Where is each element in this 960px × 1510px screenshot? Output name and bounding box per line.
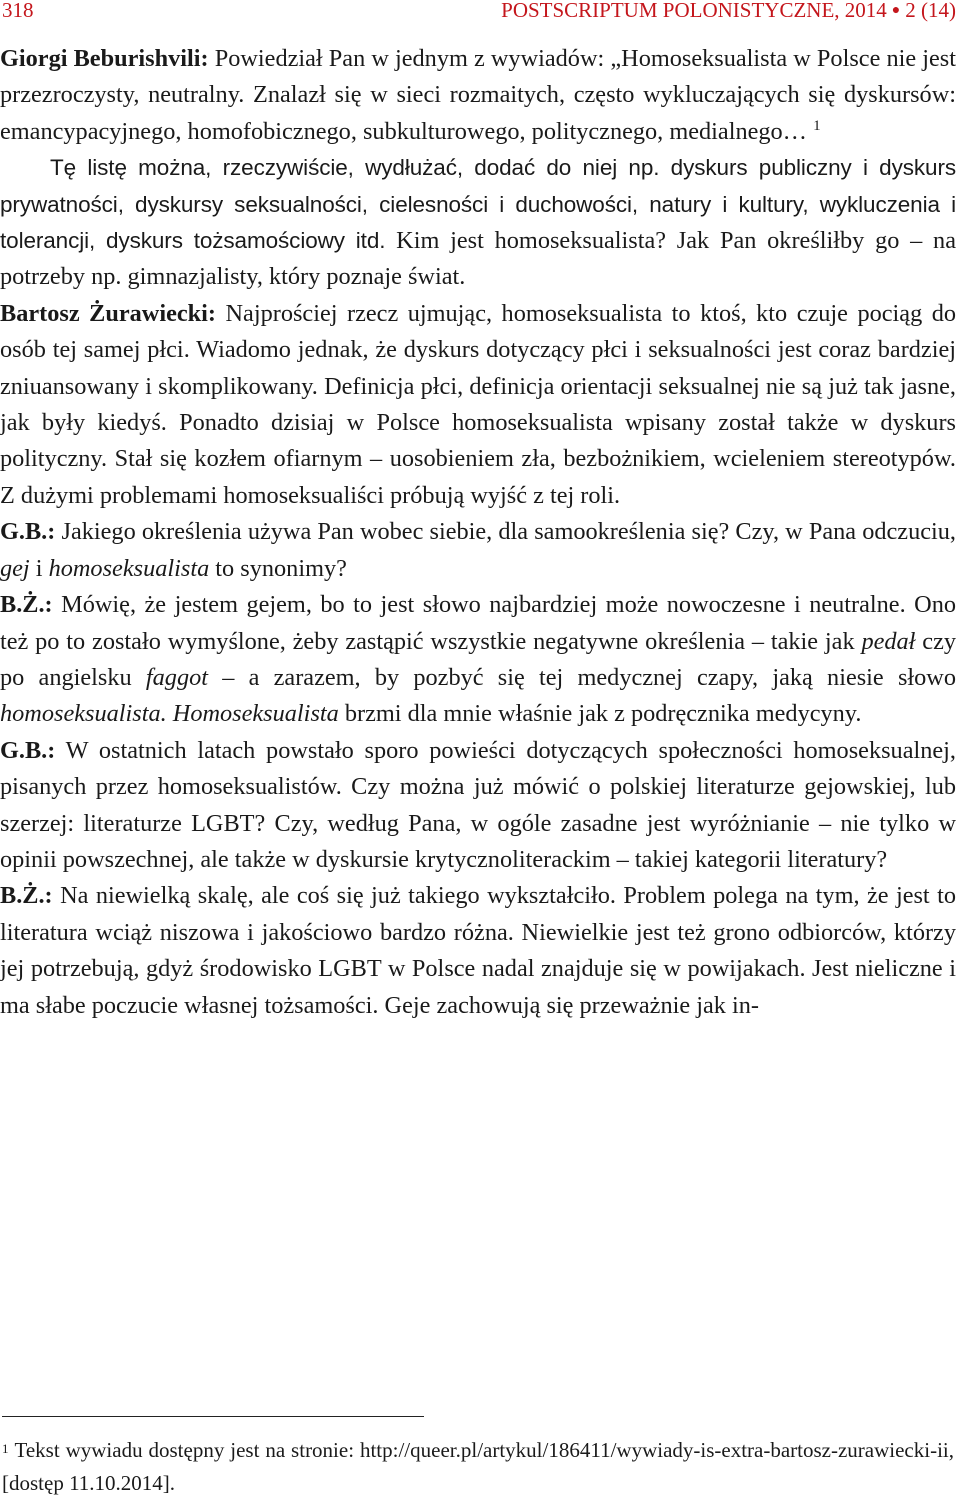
question-text: Kim jest homoseksualista? Jak Pan określiłby go – na potrzeby np. gimnazjalisty, który poznaje świat. [0, 227, 956, 291]
question-2 [0, 514, 956, 587]
italic-term: homoseksualista [48, 554, 210, 582]
footnote-text: Tekst wywiadu dostępny jest na stronie: http://queer.pl/artykul/186411/wywiady-is-extra-bartosz-zurawiecki-ii, [dostęp 11.10.2014]. [2, 1438, 954, 1495]
answer-text: czy po angielsku [0, 627, 956, 691]
footnote [2, 1434, 954, 1500]
speaker-name: Bartosz Żurawiecki: [0, 299, 216, 327]
speaker-initials: G.B.: [0, 736, 56, 764]
issue-number: 2 (14) [905, 0, 956, 22]
answer-2 [0, 587, 956, 733]
answer-text: Najprościej rzecz ujmując, homoseksualista to ktoś, kto czuje pociąg do osób tej samej płci. Wiadomo jednak, że dyskurs dotyczący płci i seksualności jest coraz bardziej zniuansowany i skomplikowany. Definicja płci, definicja orientacji seksualnej nie są już tak jasne, jak były kiedyś. Ponadto dzisiaj w Polsce homoseksualista wpisany został także w dyskurs polityczny. Stał się kozłem ofiarnym – uosobieniem zła, bezbożnikiem, wcieleniem stereotypów. Z dużymi problemami homoseksualiści próbują wyjść z tej roli. [0, 299, 957, 509]
quoted-passage: Tę listę można, rzeczywiście, wydłużać, dodać do niej np. dyskurs publiczny i dyskurs prywatności, dyskursy seksualności, cielesności i duchowości, natury i kultury, wykluczenia i tolerancji, dyskurs tożsamościowy itd. [0, 155, 956, 254]
interview-body [0, 41, 956, 1024]
footnote-divider [2, 1416, 424, 1417]
footnote-ref: 1 [813, 117, 821, 134]
question-3 [0, 733, 956, 879]
answer-text: Na niewielką skalę, ale coś się już takiego wykształciło. Problem polega na tym, że jest to literatura wciąż niszowa i jakościowo bardzo różna. Niewielkie jest też grono odbiorców, którzy jej potrzebują, gdyż środowisko LGBT w Polsce nadal znajduje się w powijakach. Jest nieliczne i ma słabe poczucie własnej tożsamości. Geje zachowują się przeważnie jak in- [0, 882, 956, 1019]
question-text: W ostatnich latach powstało sporo powieści dotyczących społeczności homoseksualnej, pisanych przez homoseksualistów. Czy można już mówić o polskiej literaturze gejowskiej, lub szerzej: literaturze LGBT? Czy, według Pana, w ogóle zasadne jest wyróżnianie – nie tylko w opinii powszechnej, ale także w dyskursie krytycznoliterackim – takiej kategorii literatury? [0, 736, 956, 873]
journal-name: POSTSCRIPTUM POLONISTYCZNE, 2014 [501, 0, 887, 22]
journal-title [501, 0, 956, 23]
question-1-continued [0, 150, 956, 296]
speaker-initials: B.Ż.: [0, 882, 53, 910]
italic-term: pedał [861, 627, 916, 655]
question-text: i [29, 554, 49, 582]
question-1 [0, 41, 956, 150]
bullet-separator-icon: ● [891, 3, 901, 18]
answer-text: brzmi dla mnie właśnie jak z podręcznika medycyny. [338, 700, 862, 728]
italic-term: faggot [145, 663, 208, 691]
footnote-1 [2, 1434, 954, 1500]
italic-term: gej [0, 554, 30, 582]
question-text: to synonimy? [209, 554, 347, 582]
answer-3 [0, 878, 956, 1024]
running-header [0, 0, 960, 30]
speaker-initials: B.Ż.: [0, 591, 53, 619]
answer-text: – a zarazem, by pozbyć się tej medycznej czapy, jaką niesie słowo [208, 663, 956, 691]
answer-1 [0, 296, 956, 514]
speaker-name: Giorgi Beburishvili: [0, 45, 209, 72]
italic-term: homoseksualista. Homoseksualista [0, 700, 339, 728]
speaker-initials: G.B.: [0, 518, 56, 546]
answer-text: Mówię, że jestem gejem, bo to jest słowo najbardziej może nowoczesne i neutralne. Ono też po to zostało wymyślone, żeby zastąpić wszystkie negatywne określenia – takie jak [0, 591, 956, 655]
page-number: 318 [2, 0, 34, 22]
question-text: Jakiego określenia używa Pan wobec siebie, dla samookreślenia się? Czy, w Pana odczuciu, [55, 518, 956, 546]
question-text: Powiedział Pan w jednym z wywiadów: „Homoseksualista w Polsce nie jest przezroczysty, neutralny. Znalazł się w sieci rozmaitych, często wykluczających się dyskursów: emancypacyjnego, homofobicznego, subkulturowego, politycznego, medialnego… [0, 45, 956, 145]
footnote-number: 1 [2, 1441, 9, 1456]
